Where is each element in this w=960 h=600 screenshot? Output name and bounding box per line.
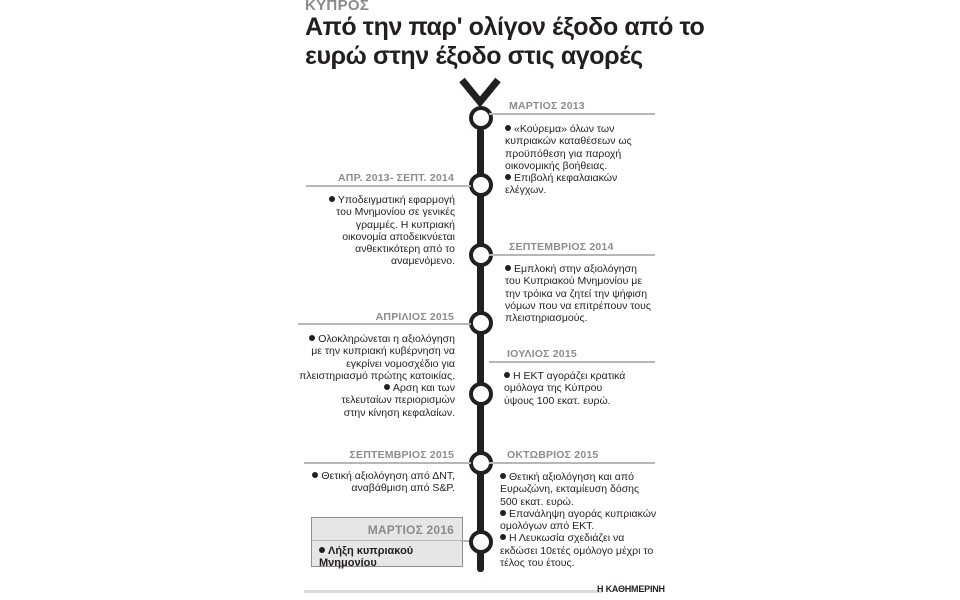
bullet-icon bbox=[500, 534, 506, 540]
event-date: ΣΕΠΤΕΜΒΡΙΟΣ 2015 bbox=[349, 449, 454, 461]
connector-line bbox=[489, 113, 655, 115]
bullet-icon bbox=[505, 125, 511, 131]
bullet-icon bbox=[319, 547, 325, 553]
timeline-node bbox=[469, 530, 493, 554]
footer-rule bbox=[304, 590, 602, 593]
connector-line bbox=[489, 254, 655, 256]
event-date: ΜΑΡΤΙΟΣ 2013 bbox=[509, 100, 585, 112]
event-date: ΜΑΡΤΙΟΣ 2016 bbox=[367, 523, 454, 537]
connector-line bbox=[304, 462, 471, 464]
connector-line bbox=[298, 323, 471, 325]
bullet-icon bbox=[505, 174, 511, 180]
bullet-icon bbox=[500, 510, 506, 516]
event-date: ΙΟΥΛΙΟΣ 2015 bbox=[507, 348, 577, 360]
bullet-icon bbox=[309, 335, 315, 341]
bullet-icon bbox=[329, 196, 335, 202]
event-text: Θετική αξιολόγηση από ΔΝΤ, αναβάθμιση από S&P. bbox=[310, 470, 455, 495]
event-text: «Κούρεμα» όλων των κυπριακών καταθέσεων ως προϋπόθεση για παροχή οικονομικής βοήθειας. Επιβολή κεφαλαιακών ελέγχων. bbox=[505, 123, 632, 197]
bullet-icon bbox=[312, 472, 318, 478]
bullet-icon bbox=[505, 265, 511, 271]
final-event-box bbox=[311, 517, 463, 570]
page-title: Από την παρ' ολίγον έξοδο από το ευρώ στην έξοδο στις αγορές bbox=[305, 13, 705, 70]
kicker: ΚΥΠΡΟΣ bbox=[305, 0, 370, 14]
event-text: Ολοκληρώνεται η αξιολόγηση με την κυπριακή κυβέρνηση να εγκρίνει νομοσχέδιο για πλειστηριασμό πρώτης κατοικίας. Αρση και των τελευταίων περιορισμών στην κίνηση κεφαλαίων. bbox=[299, 333, 455, 419]
event-text: Εμπλοκή στην αξιολόγηση του Κυπριακού Μνημονίου με την τρόικα να ζητεί την ψήφιση νόμων που να επιτρέπουν τους πλειστηριασμούς. bbox=[505, 263, 651, 325]
source-credit: Η ΚΑΘΗΜΕΡΙΝΗ bbox=[597, 584, 665, 594]
connector-line bbox=[489, 361, 655, 363]
timeline-node bbox=[469, 311, 493, 335]
chevron-down-icon bbox=[458, 76, 502, 110]
event-text: Λήξη κυπριακού Μνημονίου bbox=[319, 545, 414, 570]
connector-line bbox=[489, 462, 655, 464]
bullet-icon bbox=[500, 473, 506, 479]
divider bbox=[312, 540, 462, 541]
event-text: Υποδειγματική εφαρμογή του Μνημονίου σε γενικές γραμμές. Η κυπριακή οικονομία αποδεικνύεται ανθεκτικότερη από το αναμενόμενο. bbox=[313, 194, 455, 268]
bullet-icon bbox=[384, 384, 390, 390]
timeline-node bbox=[469, 173, 493, 197]
timeline-node bbox=[469, 382, 493, 406]
event-text: Θετική αξιολόγηση και από Ευρωζώνη, εκταμίευση δόσης 500 εκατ. ευρώ. Επανάληψη αγοράς κυπριακών ομολόγων από ΕΚΤ. Η Λευκωσία σχεδιάζει να εκδώσει 10ετές ομόλογο μέχρι το τέλος του έτους. bbox=[500, 471, 657, 570]
event-text: Η ΕΚΤ αγοράζει κρατικά ομόλογα της Κύπρου ύψους 100 εκατ. ευρώ. bbox=[504, 370, 626, 407]
timeline-node bbox=[469, 106, 493, 130]
event-date: ΑΠΡ. 2013- ΣΕΠΤ. 2014 bbox=[338, 172, 454, 184]
event-date: ΟΚΤΩΒΡΙΟΣ 2015 bbox=[507, 449, 599, 461]
connector-line bbox=[306, 185, 471, 187]
bullet-icon bbox=[504, 372, 510, 378]
event-date: ΑΠΡΙΛΙΟΣ 2015 bbox=[375, 311, 454, 323]
event-date: ΣΕΠΤΕΜΒΡΙΟΣ 2014 bbox=[509, 241, 614, 253]
